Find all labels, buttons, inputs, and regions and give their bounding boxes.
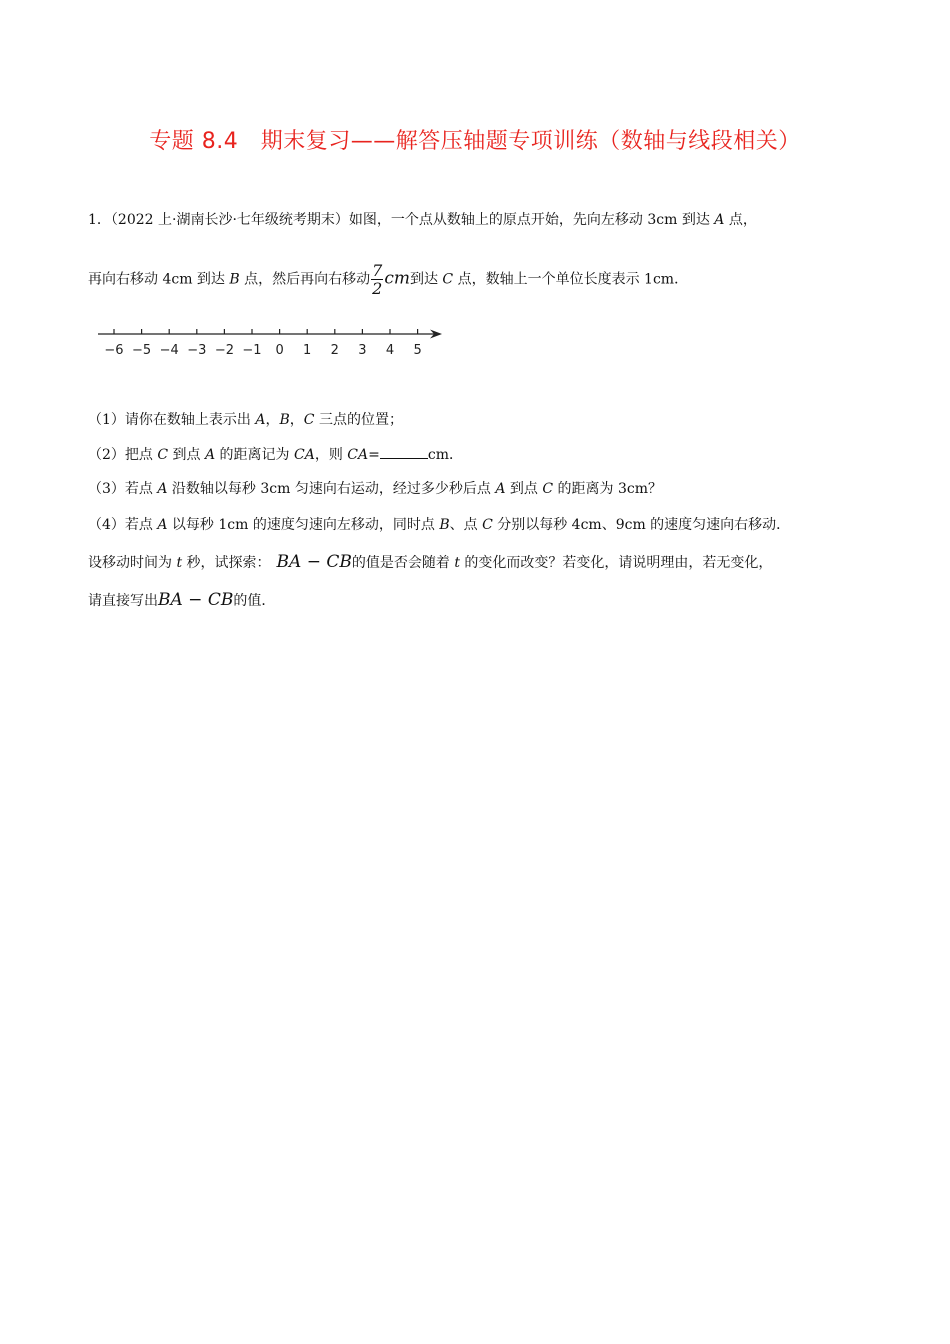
question-text: 到点 (505, 481, 543, 497)
question-text: 设移动时间为 (88, 555, 177, 571)
question-text: （4）若点 (88, 517, 158, 533)
problem-text: 到达 (409, 271, 443, 288)
point-label: C (542, 481, 554, 497)
question-text: ，则 (314, 447, 348, 463)
question-text: 的值． (233, 593, 276, 609)
number-line-tick-label: −3 (187, 343, 207, 358)
question-text: 的变化而改变？若变化，请说明理由，若无变化， (459, 555, 773, 571)
number-line-tick-label: 3 (358, 343, 367, 358)
fraction-unit: cm (384, 268, 410, 289)
segment-label: CA (294, 447, 315, 463)
problem-number: 1． (88, 212, 111, 228)
point-label: A (157, 517, 168, 533)
number-line-tick-label: 0 (275, 343, 284, 358)
problem-text: 点， (724, 212, 757, 228)
number-line-tick-label: 1 (303, 343, 312, 358)
question-text: = (368, 447, 380, 463)
question-text: （1）请你在数轴上表示出 (88, 412, 256, 428)
question-4-line-1 (88, 515, 790, 535)
question-text: 的值是否会随着 (351, 555, 455, 571)
point-label: A (204, 447, 216, 463)
question-text: （2）把点 (88, 447, 158, 463)
point-label: B (279, 412, 290, 428)
number-line-tick-label: −2 (214, 343, 234, 358)
question-text: 三点的位置； (314, 412, 403, 428)
number-line-tick-label: 4 (385, 343, 395, 358)
question-1 (88, 410, 403, 430)
point-label: A (157, 481, 168, 497)
problem-text: 点，然后再向右移动 (239, 271, 371, 288)
point-label: B (439, 517, 450, 533)
question-text: 以每秒 1cm 的速度匀速向左移动，同时点 (167, 517, 440, 533)
point-label: C (482, 517, 493, 533)
point-label-b: B (229, 271, 240, 288)
question-4-line-3 (88, 590, 275, 611)
point-label: A (495, 481, 506, 497)
answer-blank (380, 444, 428, 459)
problem-line-1 (88, 210, 757, 230)
question-2 (88, 444, 463, 465)
question-text: 请直接写出 (88, 593, 158, 609)
fraction-denominator: 2 (372, 279, 383, 298)
fraction-seven-halves (371, 262, 383, 297)
point-label: C (303, 412, 315, 428)
question-3 (88, 479, 662, 499)
question-text: 到点 (168, 447, 205, 463)
problem-source: （2022 上·湖南长沙·七年级统考期末） (110, 212, 349, 228)
point-label: A (255, 412, 266, 428)
question-text: 的距离记为 (215, 447, 295, 463)
problem-text: 点，数轴上一个单位长度表示 1cm． (453, 271, 689, 288)
number-line-tick-label: 2 (330, 343, 339, 358)
problem-text: 如图，一个点从数轴上的原点开始，先向左移动 3cm 到达 (348, 212, 715, 228)
variable-t: t (176, 555, 183, 571)
point-label-a: A (714, 212, 725, 228)
page-title: 专题 8.4 期末复习——解答压轴题专项训练（数轴与线段相关） (149, 129, 801, 154)
number-line-figure (96, 322, 448, 362)
question-text: 的距离为 3cm？ (553, 481, 662, 497)
math-expression: BA − CB (158, 590, 234, 610)
math-expression: BA − CB (276, 552, 352, 572)
question-text: ， (289, 412, 304, 428)
number-line-tick-label: −5 (132, 343, 152, 358)
number-line-tick-label: 5 (413, 343, 422, 358)
point-label: C (157, 447, 169, 463)
question-text: cm． (427, 447, 463, 463)
fraction-numerator: 7 (372, 261, 383, 280)
question-text: 秒，试探索： (182, 555, 271, 571)
problem-text: 再向右移动 4cm 到达 (88, 271, 230, 288)
number-line-tick-label: −6 (104, 343, 124, 358)
question-text: 分别以每秒 4cm、9cm 的速度匀速向右移动． (492, 517, 791, 533)
problem-line-2 (88, 262, 688, 297)
number-line-tick-label: −4 (159, 343, 179, 358)
question-4-line-2 (88, 552, 772, 573)
point-label-c: C (442, 271, 454, 288)
question-text: （3）若点 (88, 481, 158, 497)
number-line-tick-label: −1 (242, 343, 262, 358)
question-text: 沿数轴以每秒 3cm 匀速向右运动，经过多少秒后点 (167, 481, 496, 497)
question-text: 、点 (449, 517, 483, 533)
question-text: ， (265, 412, 280, 428)
segment-label: CA (347, 447, 369, 463)
variable-t: t (454, 555, 460, 571)
